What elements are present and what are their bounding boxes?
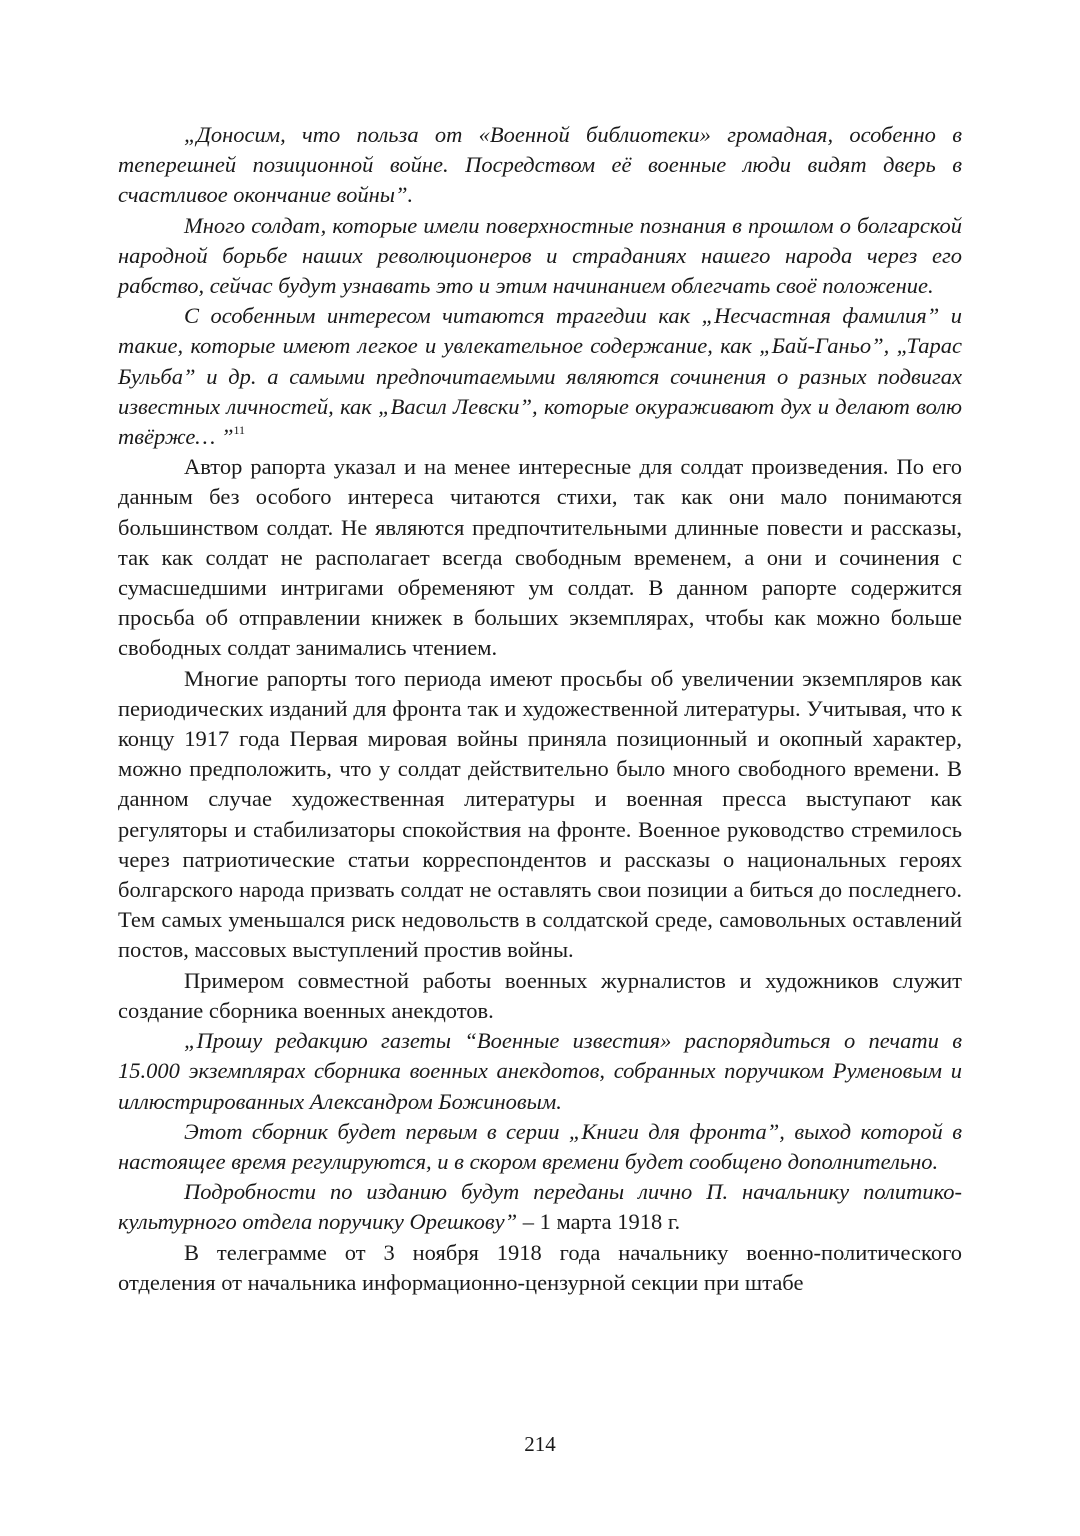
quote-paragraph-6-text: Подробности по изданию будут переданы лично П. начальнику политико-культурного отдела поручику Орешкову”: [118, 1179, 962, 1235]
quote-paragraph-2: Много солдат, которые имели поверхностные познания в прошлом о болгарской народной борьбе наших революционеров и страданиях нашего народа через его рабство, сейчас будут узнавать это и этим начинанием облегчать своё положение.: [118, 212, 962, 299]
body-paragraph-3: Примером совместной работы военных журналистов и художников служит создание сборника военных анекдотов.: [118, 967, 962, 1023]
footnote-marker: 11: [233, 422, 246, 437]
body-paragraph-4: В телеграмме от 3 ноября 1918 года начальнику военно-политического отделения от начальника информационно-цензурной секции при штабе: [118, 1239, 962, 1295]
body-paragraph-1: Автор рапорта указал и на менее интересные для солдат произведения. По его данным без особого интереса читаются стихи, так как они мало понимаются большинством солдат. Не являются предпочтительными длинные повести и рассказы, так как солдат не располагает всегда свободным временем, а они и сочинения с сумасшедшими интригами обременяют ум солдат. В данном рапорте содержится просьба об отправлении книжек в больших экземплярах, чтобы как можно больше свободных солдат занимались чтением.: [118, 454, 962, 661]
page-body: [118, 120, 962, 1298]
quote-paragraph-6: [118, 1177, 962, 1237]
body-paragraph-2: Многие рапорты того периода имеют просьбы об увеличении экземпляров как периодических изданий для фронта так и художественной литературы. Учитывая, что к концу 1917 года Первая мировая войны приняла позиционный и окопный характер, можно предположить, что у солдат действительно было много свободного времени. В данном случае художественная литературы и военная пресса выступают как регуляторы и стабилизаторы спокойствия на фронте. Военное руководство стремилось через патриотические статьи корреспондентов и рассказы о национальных героях болгарского народа призвать солдат не оставлять свои позиции а биться до последнего. Тем самых уменьшался риск недовольств в солдатской среде, самовольных оставлений постов, массовых выступлений простив войны.: [118, 665, 962, 963]
quote-paragraph-3-text: С особенным интересом читаются трагедии как „Несчастная фамилия” и такие, которые имеют легкое и увлекательное содержание, как „Бай-Ганьо”, „Тарас Бульба” и др. а самыми предпочитаемыми являются сочинения о разных подвигах известных личностей, как „Васил Левски”, которые окураживают дух и делают волю твёрже… ”: [118, 303, 962, 450]
quote-paragraph-1: „Доносим, что польза от «Военной библиотеки» громадная, особенно в теперешней позиционной войне. Посредством её военные люди видят дверь в счастливое окончание войны”.: [118, 122, 962, 208]
page-number: 214: [524, 1432, 556, 1456]
quote-date: – 1 марта 1918 г.: [517, 1209, 681, 1235]
quote-paragraph-5: Этот сборник будет первым в серии „Книги для фронта”, выход которой в настоящее время регулируются, и в скором времени будет сообщено дополнительно.: [118, 1118, 962, 1174]
quote-paragraph-3: [118, 301, 962, 452]
quote-paragraph-4: „Прошу редакцию газеты “Военные известия» распорядиться о печати в 15.000 экземплярах сборника военных анекдотов, собранных поручиком Руменовым и иллюстрированных Александром Божиновым.: [118, 1028, 962, 1114]
